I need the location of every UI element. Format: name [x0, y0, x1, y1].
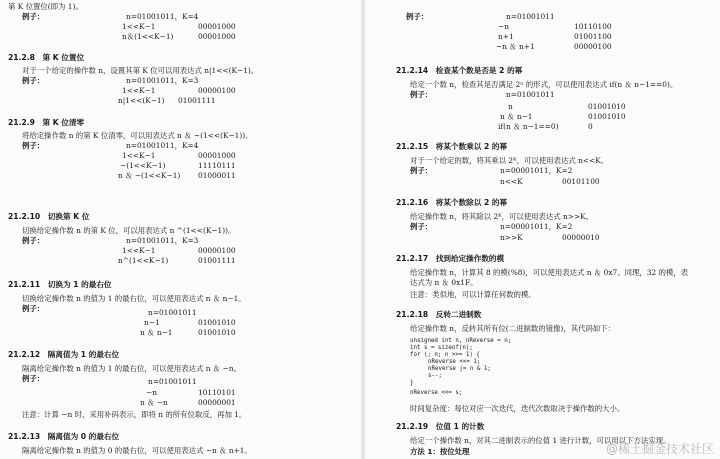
text-line: n=01001011，K=3: [126, 236, 199, 245]
text-line: n=01001011: [506, 90, 555, 99]
text-line: n ＆ ~(1<<K−1): [118, 171, 181, 180]
note-line: 注意：类似地，可以计算任何数的模。: [410, 290, 536, 299]
section-heading: 21.2.11 切换为 1 的最右位: [8, 280, 112, 289]
text-line: 对于一个给定的数，将其乘以 2ᴷ，可以使用表达式 n<<K。: [410, 156, 609, 165]
right-page: [366, 0, 720, 459]
text-line: 01001010: [198, 328, 236, 337]
section-heading: 21.2.9 第 K 位清零: [8, 118, 85, 127]
text-line: 11110111: [198, 161, 236, 170]
section-heading: 21.2.15 将某个数乘以 2 的幂: [396, 142, 508, 151]
text-line: n: [508, 102, 513, 111]
text-line: 01001111: [178, 96, 216, 105]
text-line: n<<K: [500, 177, 523, 186]
text-line: if(n ＆ n−1==0): [498, 122, 559, 131]
text-line: 00000100: [198, 246, 236, 255]
text-line: n=01001011，K=4: [126, 141, 199, 150]
text-line: n=00001011，K=2: [500, 166, 573, 175]
example-label: 例子：: [22, 76, 45, 85]
method-label: 方法 1：按位处理: [410, 447, 470, 456]
section-heading: 21.2.12 隔离值为 1 的最右位: [8, 350, 120, 359]
section-heading: 21.2.19 位值 1 的计数: [396, 422, 485, 431]
text-line: n=01001011: [148, 377, 197, 386]
text-line: 对于一个给定的操作数 n，设置其第 K 位可以用表达式 n|1<<(K−1)。: [22, 66, 259, 75]
example-label: 例子：: [22, 304, 45, 313]
text-line: 切换给定操作数 n 的第 K 位，可以用表达式 n ^(1<<(K−1))。: [22, 226, 236, 235]
text-line: 给定一个操作数 n，对其二进制表示的位值 1 进行计数，可以用以下方法实现。: [410, 436, 671, 445]
code-line: nReverse |= n & 1;: [428, 366, 491, 372]
text-line: n^(1<<K−1): [118, 256, 169, 265]
text-line: 01001111: [198, 256, 236, 265]
text-line: 给定一个数 n，检查其是否满足 2ⁿ 的形式，可以使用表达式 if(n ＆ n−1==0)。: [410, 80, 678, 89]
example-label: 例子：: [406, 12, 429, 21]
text-line: 切换给定操作数 n 的值为 1 的最右位，可以使用表达式 n ＆ n−1。: [22, 294, 246, 303]
section-heading: 21.2.13 隔离值为 0 的最右位: [8, 432, 120, 441]
section-heading: 21.2.17 找到给定操作数的模: [396, 254, 505, 263]
example-label: 例子：: [22, 374, 45, 383]
text-line: 时间复杂度：每位对应一次迭代，迭代次数取决于操作数的大小。: [410, 404, 625, 413]
text-line: 10110100: [574, 22, 612, 31]
text-line: 01001010: [198, 318, 236, 327]
section-heading: 21.2.8 第 K 位置位: [8, 53, 85, 62]
text-line: 00101100: [562, 177, 600, 186]
text-line: 给定操作数 n，将其除以 2ᴷ，可以使用表达式 n>>K。: [410, 212, 594, 221]
code-line: int s = sizeof(n);: [410, 345, 473, 351]
example-label: 例子：: [410, 166, 433, 175]
text-line: 01001010: [588, 112, 626, 121]
text-line: ~n ＆ n+1: [496, 42, 535, 51]
note-line: 注意：计算 −n 时，采用补码表示，即将 n 的所有位取反，再加 1。: [22, 410, 247, 419]
example-label: 例子：: [410, 222, 433, 231]
text-line: 00000100: [574, 42, 612, 51]
text-line: n=00001011，K=2: [500, 222, 573, 231]
example-label: 例子：: [22, 141, 45, 150]
text-line: 00000100: [198, 86, 236, 95]
text-line: 00000001: [198, 398, 236, 407]
text-line: n=01001011: [506, 12, 555, 21]
text-line: 10110101: [198, 388, 236, 397]
section-heading: 21.2.14 检查某个数是否是 2 的幂: [396, 66, 523, 75]
text-line: 1<<K−1: [122, 246, 156, 255]
text-line: n＆(1<<K−1): [122, 32, 174, 41]
text-line: n ＆ n−1: [140, 328, 173, 337]
text-line: 01000011: [198, 171, 236, 180]
text-line: n ＆ n−1: [500, 112, 533, 121]
text-line: 00000010: [562, 233, 600, 242]
text-line: 00001000: [198, 22, 236, 31]
text-line: ~(1<<K−1): [120, 161, 166, 170]
text-line: 将给定操作数 n 的第 K 位清零，可以用表达式 n ＆ ~(1<<(K−1))。: [22, 131, 253, 140]
section-heading: 21.2.18 反转二进制数: [396, 310, 482, 319]
example-label: 例子：: [410, 90, 433, 99]
section-heading: 21.2.16 将某个数除以 2 的幂: [396, 198, 508, 207]
text-line: 1<<K−1: [122, 22, 156, 31]
code-line: }: [410, 380, 414, 386]
code-line: nReverse <<= 1;: [428, 359, 481, 365]
text-line: 0: [588, 122, 593, 131]
text-line: 01001010: [588, 102, 626, 111]
text-line: n+1: [498, 32, 514, 41]
text-line: 01001100: [574, 32, 612, 41]
text-line: 1<<K−1: [122, 86, 156, 95]
text-line: 给定操作数 n，反转其所有位(二进制数的镜像)，其代码如下：: [410, 324, 616, 333]
text-line: 1<<K−1: [122, 151, 156, 160]
text-line: 给定操作数 n，计算其 8 的模(%8)，可以使用表达式 n ＆ 0x7。同理，32 的模，表: [410, 268, 689, 277]
example-label: 例子：: [22, 236, 45, 245]
text-line: ~n: [498, 22, 509, 31]
text-line: 第 K 位置位(即为 1)。: [8, 2, 83, 11]
watermark: @稀土掘金技术社区: [605, 442, 714, 456]
text-line: −n: [146, 388, 157, 397]
text-line: n=01001011，K=3: [126, 76, 199, 85]
text-line: n>>K: [500, 233, 523, 242]
section-heading: 21.2.10 切换第 K 位: [8, 212, 90, 221]
text-line: n|1<<(K−1): [118, 96, 165, 105]
page-gutter: [361, 0, 365, 459]
code-line: unsigned int n, nReverse = n;: [410, 338, 512, 344]
text-line: n=01001011: [148, 308, 197, 317]
text-line: 隔离给定操作数 n 的值为 1 的最右位，可以使用表达式 n ＆ −n。: [22, 364, 241, 373]
text-line: n−1: [144, 318, 160, 327]
code-line: for (; n; n >>= 1) {: [410, 352, 480, 358]
text-line: 隔离给定操作数 n 的值为 0 的最右位，可以使用表达式 ~n ＆ n+1。: [22, 446, 252, 455]
text-line: n=01001011，K=4: [126, 12, 199, 21]
text-line: n ＆ −n: [140, 398, 168, 407]
code-line: nReverse <<= s;: [410, 390, 463, 396]
text-line: 达式为 n ＆ 0x1F。: [410, 278, 478, 287]
text-line: 00001000: [198, 32, 236, 41]
text-line: 00001000: [198, 151, 236, 160]
example-label: 例子：: [22, 12, 45, 21]
code-line: s--;: [428, 373, 442, 379]
